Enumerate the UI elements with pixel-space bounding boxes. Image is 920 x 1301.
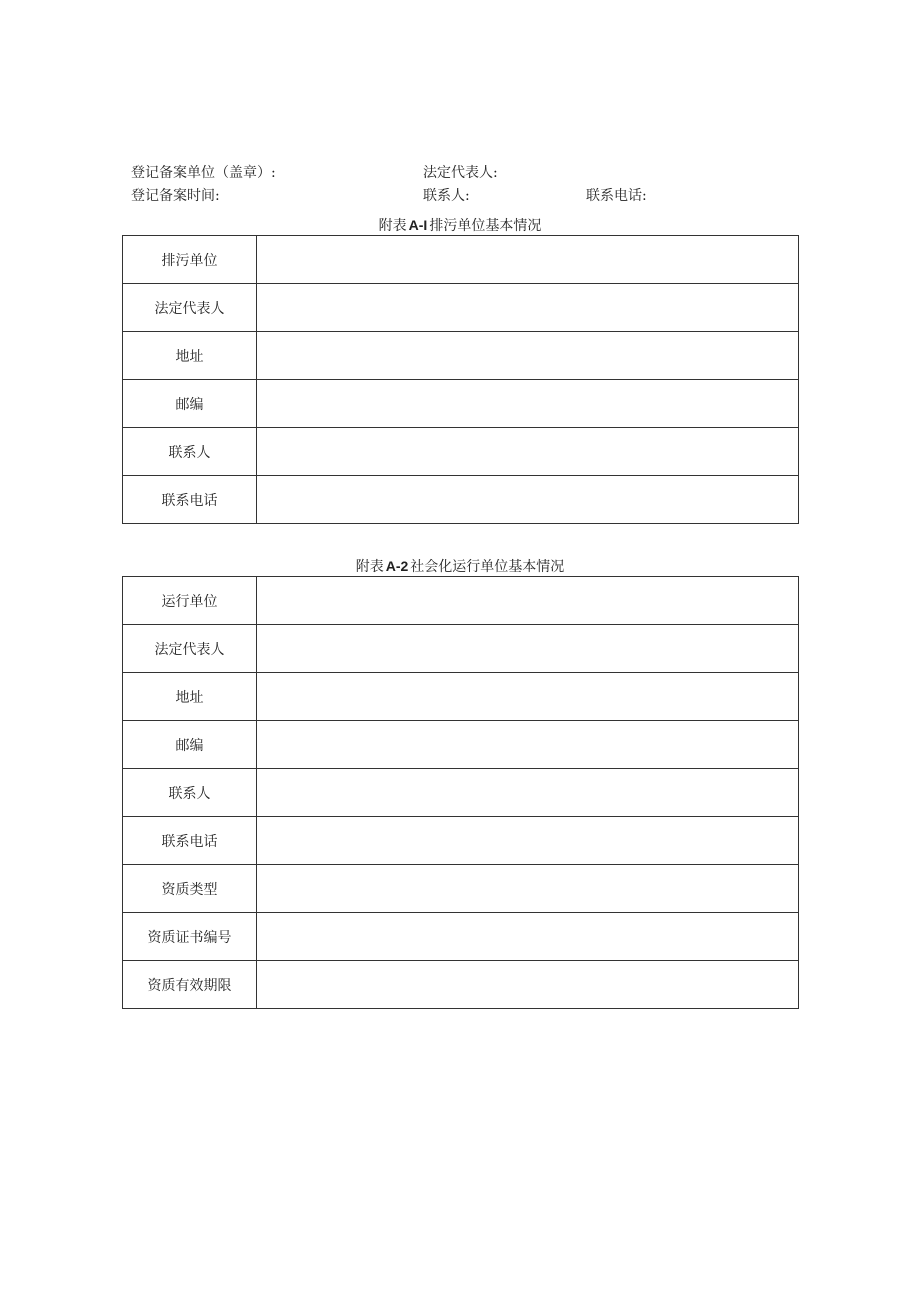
table-row [123,236,799,284]
qualification-type-field[interactable] [257,865,799,913]
table-row [123,865,799,913]
table-row [123,817,799,865]
contact-phone-label: 联系电话: [586,188,647,204]
postcode-field[interactable] [257,380,799,428]
legal-representative-field[interactable] [257,284,799,332]
row-label: 法定代表人 [123,625,257,673]
table-row [123,721,799,769]
row-label: 地址 [123,673,257,721]
operating-unit-field[interactable] [257,577,799,625]
contact-person-field[interactable] [257,769,799,817]
table-a1-title-code: A-I [408,217,428,233]
legal-representative-field[interactable] [257,625,799,673]
polluting-unit-field[interactable] [257,236,799,284]
table-a2 [122,576,799,1009]
table-row [123,380,799,428]
row-label: 运行单位 [123,577,257,625]
row-label: 联系电话 [123,476,257,524]
table-row [123,332,799,380]
table-row [123,673,799,721]
table-row [123,913,799,961]
legal-representative-label: 法定代表人: [423,165,498,181]
table-row [123,476,799,524]
address-field[interactable] [257,673,799,721]
row-label: 联系电话 [123,817,257,865]
postcode-field[interactable] [257,721,799,769]
table-a2-title-prefix: 附表 [355,559,384,575]
table-row [123,284,799,332]
qualification-validity-field[interactable] [257,961,799,1009]
contact-person-label: 联系人: [423,188,470,204]
contact-person-field[interactable] [257,428,799,476]
row-label: 邮编 [123,721,257,769]
table-row [123,769,799,817]
contact-phone-field[interactable] [257,476,799,524]
row-label: 资质类型 [123,865,257,913]
table-a1 [122,235,799,524]
row-label: 联系人 [123,428,257,476]
table-a1-title [122,216,798,235]
table-row [123,625,799,673]
table-row [123,577,799,625]
registration-unit-label: 登记备案单位（盖章）: [131,165,276,181]
row-label: 联系人 [123,769,257,817]
row-label: 排污单位 [123,236,257,284]
table-a2-title-code: A-2 [385,558,409,574]
row-label: 资质证书编号 [123,913,257,961]
certificate-number-field[interactable] [257,913,799,961]
table-a2-title [122,557,798,576]
table-row [123,428,799,476]
contact-phone-field[interactable] [257,817,799,865]
registration-time-label: 登记备案时间: [131,188,220,204]
table-a1-title-prefix: 附表 [378,218,407,234]
table-a2-title-suffix: 社会化运行单位基本情况 [410,559,565,575]
row-label: 法定代表人 [123,284,257,332]
row-label: 邮编 [123,380,257,428]
table-a1-title-suffix: 排污单位基本情况 [429,218,542,234]
table-row [123,961,799,1009]
row-label: 资质有效期限 [123,961,257,1009]
address-field[interactable] [257,332,799,380]
row-label: 地址 [123,332,257,380]
